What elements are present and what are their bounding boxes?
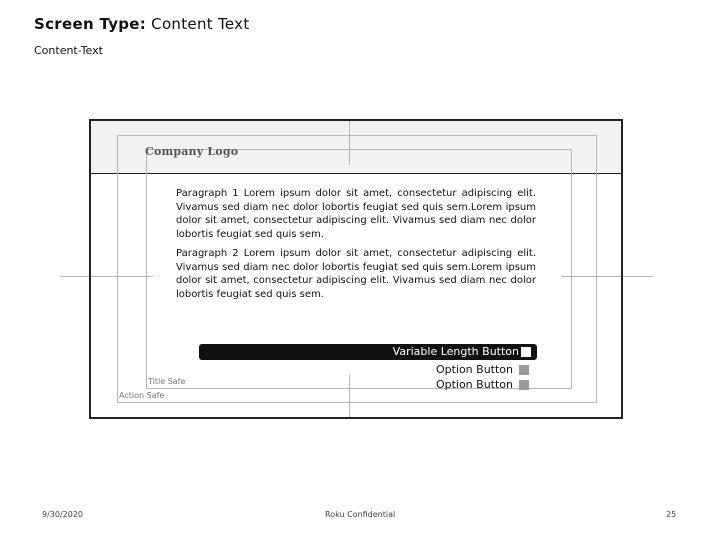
screen-type-value: Content Text	[151, 15, 250, 33]
left-center-guide	[91, 276, 153, 277]
variable-length-button-label: Variable Length Button	[392, 345, 519, 358]
footer-date: 9/30/2020	[42, 510, 84, 519]
footer-page-number: 25	[666, 510, 677, 519]
bottom-center-guide	[349, 375, 350, 419]
screen-type-label: Screen Type:	[34, 15, 147, 33]
option-button-1-label: Option Button	[435, 363, 513, 376]
option-square-icon	[519, 365, 529, 375]
page-title	[34, 15, 250, 33]
footer-confidential: Roku Confidential	[325, 510, 396, 519]
option-button-1[interactable]	[436, 363, 529, 376]
option-square-icon	[519, 380, 529, 390]
option-button-2[interactable]	[436, 378, 529, 391]
company-logo: Company Logo	[145, 145, 239, 158]
title-safe-label: Title Safe	[148, 377, 186, 386]
variable-length-button[interactable]	[199, 344, 537, 360]
paragraph-2: Paragraph 2 Lorem ipsum dolor sit amet, consectetur adipiscing elit. Vivamus sed diam nec dolor lobortis feugiat sed quis sem.Lorem ipsum dolor sit amet, consectetur adipiscing elit. Vivamus sed diam nec dolor lobortis feugiat sed quis sem.	[176, 248, 536, 300]
option-button-2-label: Option Button	[435, 378, 513, 391]
right-center-guide	[561, 276, 621, 277]
button-focus-square-icon	[521, 347, 531, 357]
page-subtitle: Content-Text	[34, 44, 103, 57]
action-safe-label: Action Safe	[119, 391, 165, 400]
paragraph-1: Paragraph 1 Lorem ipsum dolor sit amet, consectetur adipiscing elit. Vivamus sed diam nec dolor lobortis feugiat sed quis sem.Lorem ipsum dolor sit amet, consectetur adipiscing elit. Vivamus sed diam nec dolor lobortis feugiat sed quis sem.	[176, 188, 536, 240]
left-crosshair-line	[60, 276, 90, 277]
tv-screen-frame	[89, 119, 623, 419]
top-center-guide	[349, 121, 350, 165]
right-crosshair-line	[623, 276, 653, 277]
